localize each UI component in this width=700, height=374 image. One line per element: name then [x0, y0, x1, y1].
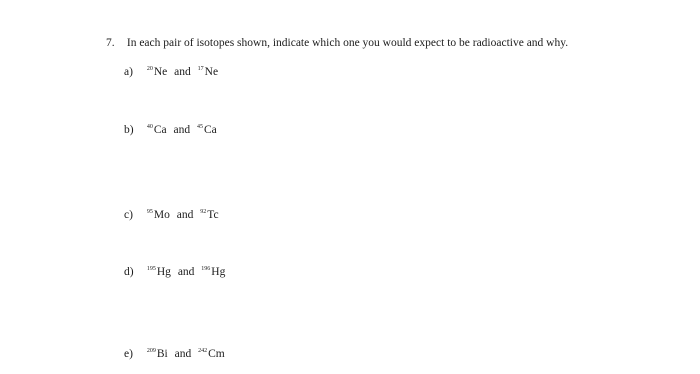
mass-number: 40: [146, 124, 153, 130]
element-symbol: Hg: [156, 266, 171, 278]
mass-number: 20: [146, 66, 153, 72]
isotope-1: [147, 66, 167, 78]
element-symbol: Ca: [153, 124, 167, 136]
mass-number: 45: [197, 124, 204, 130]
isotope-2: [198, 66, 218, 78]
part-d: [124, 266, 225, 278]
mass-number: 195: [146, 266, 156, 272]
conjunction: and: [173, 124, 191, 136]
question-text: In each pair of isotopes shown, indicate which one you would expect to be radioactive and why.: [126, 37, 569, 49]
conjunction: and: [176, 209, 194, 221]
mass-number: 209: [146, 348, 156, 354]
isotope-2: [198, 348, 225, 360]
mass-number: 17: [197, 66, 204, 72]
element-symbol: Ca: [204, 124, 217, 136]
part-letter: c): [124, 209, 133, 221]
isotope-2: [197, 124, 217, 136]
part-b: [124, 124, 217, 136]
isotope-1: [147, 209, 170, 221]
conjunction: and: [174, 348, 192, 360]
mass-number: 242: [198, 348, 208, 354]
element-symbol: Tc: [207, 209, 219, 221]
mass-number: 196: [201, 266, 211, 272]
isotope-2: [200, 209, 218, 221]
part-a: [124, 66, 218, 78]
isotope-1: [147, 124, 167, 136]
part-letter: a): [124, 66, 133, 78]
part-letter: e): [124, 348, 133, 360]
conjunction: and: [177, 266, 195, 278]
isotope-2: [201, 266, 225, 278]
element-symbol: Hg: [211, 266, 226, 278]
element-symbol: Ne: [153, 66, 168, 78]
part-e: [124, 348, 225, 360]
element-symbol: Bi: [156, 348, 168, 360]
question-number: 7.: [106, 37, 115, 49]
element-symbol: Mo: [153, 209, 170, 221]
mass-number: 95: [146, 209, 153, 215]
mass-number: 92: [200, 209, 207, 215]
element-symbol: Ne: [204, 66, 219, 78]
isotope-1: [147, 266, 171, 278]
question-7: [106, 37, 568, 49]
isotope-1: [147, 348, 168, 360]
part-letter: b): [124, 124, 134, 136]
part-letter: d): [124, 266, 134, 278]
part-c: [124, 209, 219, 221]
element-symbol: Cm: [208, 348, 225, 360]
conjunction: and: [174, 66, 191, 78]
